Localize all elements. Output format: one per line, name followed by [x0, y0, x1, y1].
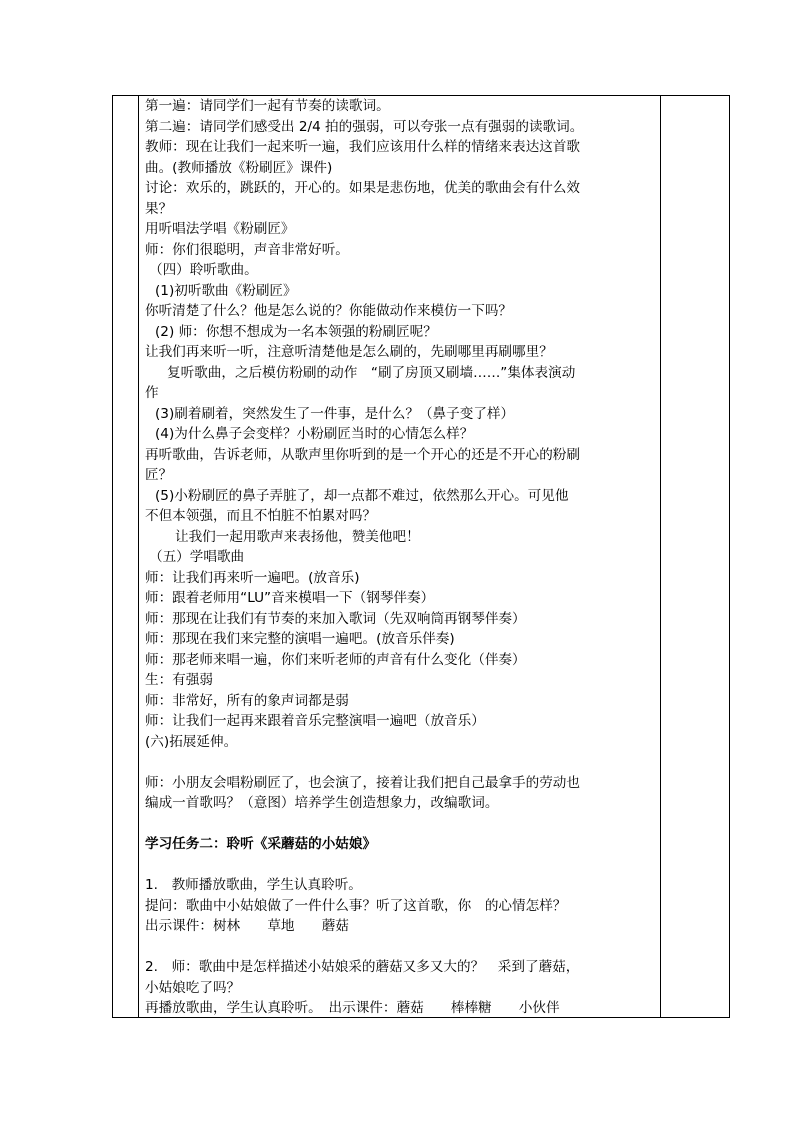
text-line: 不但本领强，而且不怕脏不怕累对吗？: [145, 508, 377, 524]
text-line: (1)初听歌曲《粉刷匠》: [155, 282, 297, 299]
column-divider-left: [138, 96, 139, 1017]
blank-line: [145, 855, 660, 876]
text-line: 师：那现在让我们有节奏的来加入歌词（先双响筒再钢琴伴奏）: [145, 610, 526, 627]
text-line: 作: [145, 385, 159, 401]
text-line: 第一遍：请同学们一起有节奏的读歌词。: [145, 98, 390, 114]
text-line: 教师：现在让我们一起来听一遍，我们应该用什么样的情绪来表达这首歌: [145, 139, 580, 155]
text-line: 师：非常好，所有的象声词都是弱: [145, 692, 349, 709]
text-line: 让我们再来听一听，注意听清楚他是怎么刷的，先刷哪里再刷哪里？: [145, 344, 553, 360]
text-line: 再播放歌曲，学生认真聆听。 出示课件：蘑菇 棒棒糖 小伙伴: [145, 1000, 560, 1016]
text-line: 用听唱法学唱《粉刷匠》: [145, 221, 295, 237]
text-line: 让我们一起用歌声来表扬他，赞美他吧！: [175, 528, 420, 545]
blank-line: [145, 752, 660, 773]
text-line: 生：有强弱: [145, 672, 213, 688]
text-line: 再听歌曲，告诉老师，从歌声里你听到的是一个开心的还是不开心的粉刷: [145, 446, 580, 463]
column-divider-right: [660, 96, 661, 1017]
text-line: 提问：歌曲中小姑娘做了一件什么事？听了这首歌，你 的心情怎样？: [145, 897, 567, 914]
text-line: 编成一首歌吗？（意图）培养学生创造想象力，改编歌词。: [145, 795, 499, 811]
section-heading: （五）学唱歌曲: [149, 549, 245, 565]
text-line: (2) 师：你想不想成为一名本领强的粉刷匠呢？: [155, 323, 437, 340]
text-line: 师：那老师来唱一遍，你们来听老师的声音有什么变化（伴奏）: [145, 651, 526, 668]
text-line: 2. 师：歌曲中是怎样描述小姑娘采的蘑菇又多又大的？ 采到了蘑菇，: [145, 959, 580, 975]
text-line: 讨论：欢乐的，跳跃的，开心的。如果是悲伤地，优美的歌曲会有什么效: [145, 180, 580, 196]
text-line: 师：跟着老师用“LU”音来模唱一下（钢琴伴奏）: [145, 590, 435, 606]
text-line: 果？: [145, 200, 173, 217]
text-line: 曲。(教师播放《粉刷匠》课件): [145, 159, 333, 176]
text-line: 1. 教师播放歌曲，学生认真聆听。: [145, 877, 362, 893]
section-heading: （四）聆听歌曲。: [149, 262, 258, 278]
text-line: 第二遍：请同学们感受出 2/4 拍的强弱，可以夸张一点有强弱的读歌词。: [145, 118, 584, 135]
section-heading: (六)拓展延伸。: [145, 733, 238, 750]
text-line: 师：你们很聪明，声音非常好听。: [145, 241, 349, 258]
text-line: (4)为什么鼻子会变样？小粉刷匠当时的心情怎么样？: [155, 426, 474, 442]
text-line: 师：让我们再来听一遍吧。(放音乐): [145, 569, 360, 586]
text-line: 师：小朋友会唱粉刷匠了，也会演了，接着让我们把自己最拿手的劳动也: [145, 774, 580, 791]
text-line: (3)刷着刷着，突然发生了一件事，是什么？（鼻子变了样）: [155, 405, 515, 422]
text-line: (5)小粉刷匠的鼻子弄脏了，却一点都不难过，依然那么开心。可见他: [155, 487, 569, 504]
text-line: 小姑娘吃了吗？: [145, 979, 241, 996]
text-line: 匠？: [145, 467, 173, 483]
blank-line: [145, 937, 660, 958]
text-line: 出示课件：树林 草地 蘑菇: [145, 918, 349, 934]
text-line: 你听清楚了什么？他是怎么说的？你能做动作来模仿一下吗？: [145, 303, 513, 319]
text-line: 师：那现在我们来完整的演唱一遍吧。(放音乐伴奏): [145, 631, 455, 647]
lesson-content: [145, 96, 660, 1019]
text-line: 复听歌曲，之后模仿粉刷的动作 “刷了房顶又刷墙……”集体表演动: [167, 364, 576, 381]
blank-line: [145, 814, 660, 835]
text-line: 师：让我们一起再来跟着音乐完整演唱一遍吧（放音乐）: [145, 713, 485, 729]
task-heading: 学习任务二：聆听《采蘑菇的小姑娘》: [145, 836, 377, 852]
